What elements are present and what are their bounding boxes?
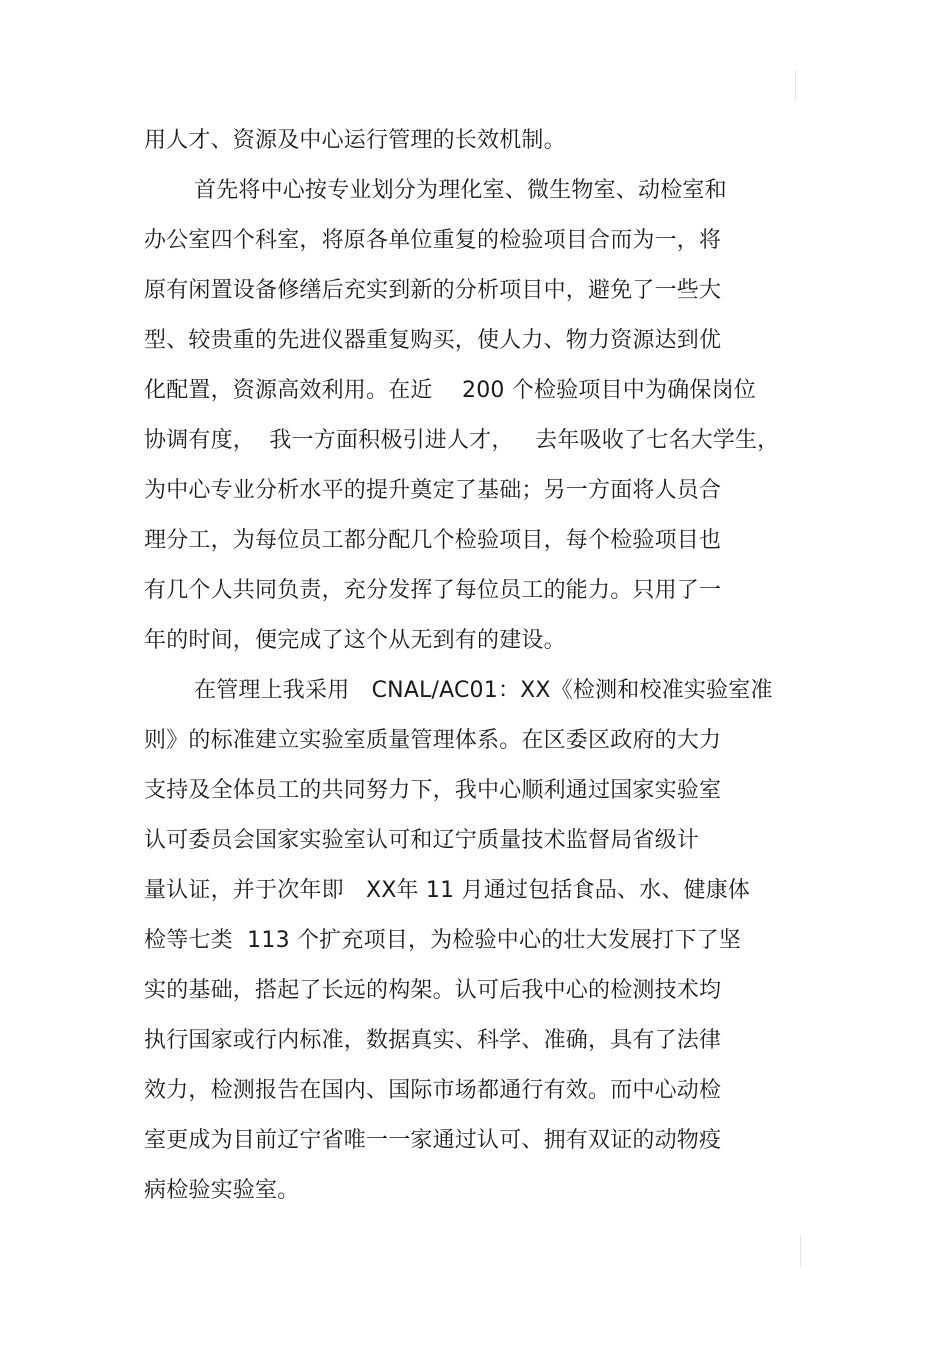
text-line: 执行国家或行内标准，数据真实、科学、准确，具有了法律 [144,1028,722,1053]
text-line: 协调有度， 我一方面积极引进人才， 去年吸收了七名大学生， [144,428,780,453]
text-line: 理分工，为每位员工都分配几个检验项目，每个检验项目也 [144,528,722,553]
body-text [144,116,794,1216]
text-line: 病检验实验室。 [144,1178,300,1203]
text-line: 原有闲置设备修缮后充实到新的分析项目中，避免了一些大 [144,278,722,303]
text-line: 量认证，并于次年即 XX年 11 月通过包括食品、水、健康体 [144,878,751,903]
text-line: 办公室四个科室，将原各单位重复的检验项目合而为一，将 [144,228,722,253]
text-line: 室更成为目前辽宁省唯一一家通过认可、拥有双证的动物疫 [144,1128,722,1153]
text-line: 检等七类 113 个扩充项目，为检验中心的壮大发展打下了坚 [144,928,741,953]
text-line: 首先将中心按专业划分为理化室、微生物室、动检室和 [194,178,727,203]
page-corner-mark [795,70,796,100]
text-line: 化配置，资源高效利用。在近 200 个检验项目中为确保岗位 [144,378,756,403]
text-line: 实的基础，搭起了长远的构架。认可后我中心的检测技术均 [144,978,722,1003]
text-line: 效力，检测报告在国内、国际市场都通行有效。而中心动检 [144,1078,722,1103]
page-corner-mark [800,1235,801,1267]
text-line: 年的时间，便完成了这个从无到有的建设。 [144,628,566,653]
text-line: 型、较贵重的先进仪器重复购买，使人力、物力资源达到优 [144,328,722,353]
text-line: 在管理上我采用 CNAL/AC01：XX《检测和校准实验室准 [194,678,773,703]
text-line: 用人才、资源及中心运行管理的长效机制。 [144,128,566,153]
text-line: 认可委员会国家实验室认可和辽宁质量技术监督局省级计 [144,828,700,853]
text-line: 为中心专业分析水平的提升奠定了基础；另一方面将人员合 [144,478,722,503]
text-line: 则》的标准建立实验室质量管理体系。在区委区政府的大力 [144,728,722,753]
text-line: 有几个人共同负责，充分发挥了每位员工的能力。只用了一 [144,578,722,603]
text-line: 支持及全体员工的共同努力下，我中心顺利通过国家实验室 [144,778,722,803]
